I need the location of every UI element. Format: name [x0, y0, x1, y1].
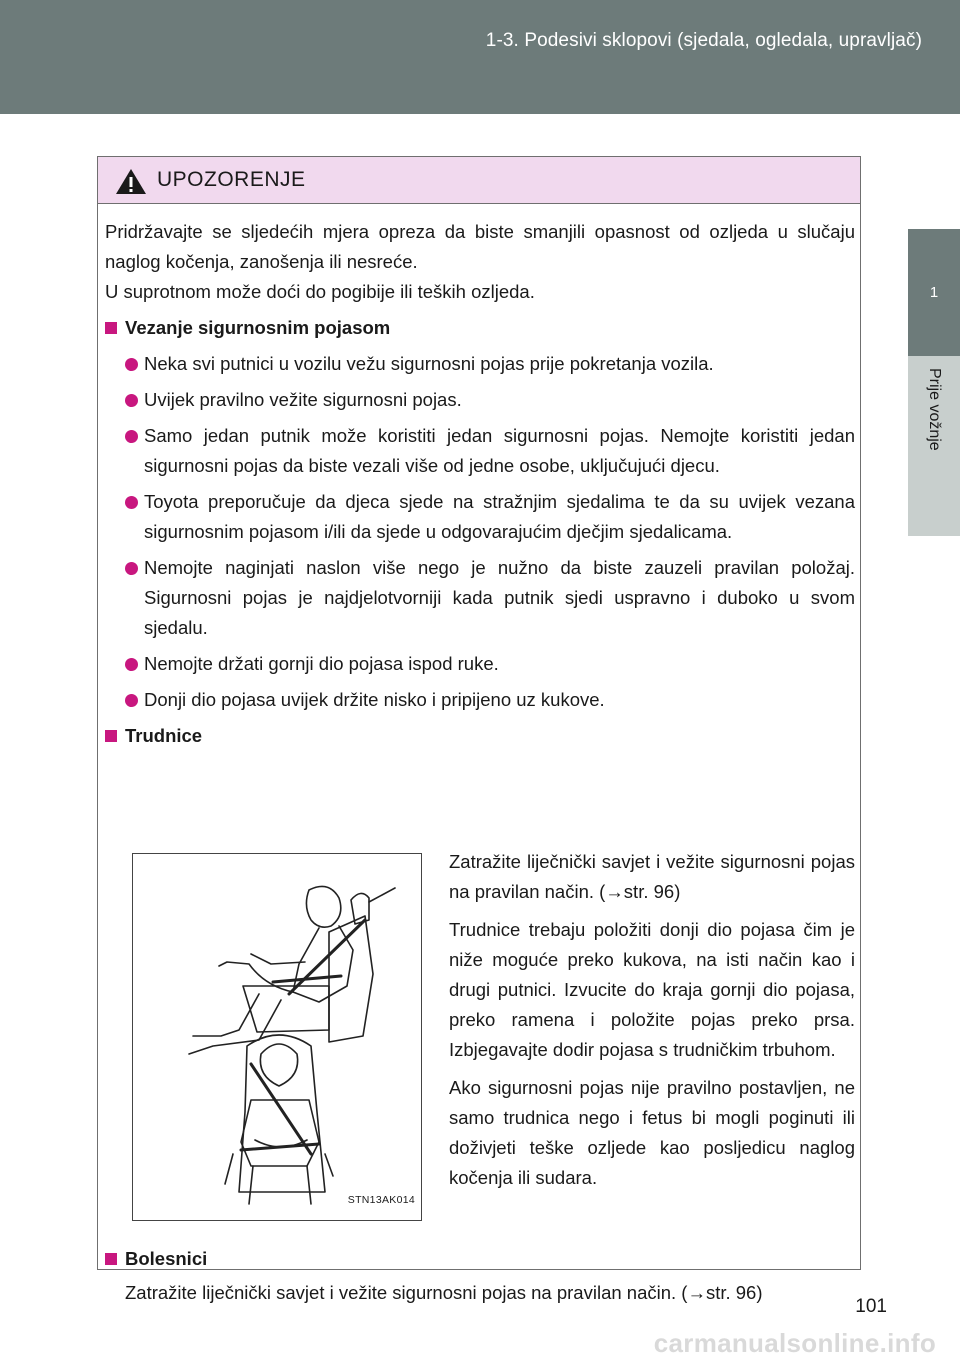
- list-item: [105, 487, 855, 547]
- section-heading: [105, 721, 855, 751]
- pregnant-woman-seatbelt-illustration: [133, 854, 421, 1220]
- bolesnici-text: Zatražite liječnički savjet i vežite sigurnosni pojas na pravilan način. (→str. 96): [125, 1282, 763, 1303]
- list-item-text: Toyota preporučuje da djeca sjede na stražnjim sjedalima te da su uvijek vezana sigurnosnim pojasom i/ili da sjede u odgovarajućim dječjim sjedalicama.: [144, 491, 855, 542]
- list-item: [105, 553, 855, 643]
- list-item-text: Samo jedan putnik može koristiti jedan sigurnosni pojas. Nemojte koristiti jedan sigurnosni pojas da biste vezali više od jedne osobe, uključujući djecu.: [144, 425, 855, 476]
- list-item: [105, 685, 855, 715]
- chapter-label-text: Prije vožnje: [926, 368, 943, 451]
- watermark: carmanualsonline.info: [653, 1328, 936, 1358]
- chapter-tab-label: [908, 356, 960, 536]
- bullet-icon: [125, 394, 138, 407]
- chapter-tab-number: 1: [908, 229, 960, 356]
- section-square-icon: [105, 730, 117, 742]
- figure-description: [449, 847, 855, 1201]
- bullet-icon: [125, 694, 138, 707]
- header-band: [0, 0, 960, 114]
- bullet-icon: [125, 562, 138, 575]
- seatbelt-illustration: [132, 853, 422, 1221]
- section-square-icon: [105, 1253, 117, 1265]
- section-heading: [105, 1244, 855, 1274]
- bullet-icon: [125, 358, 138, 371]
- pregnancy-paragraph: Ako sigurnosni pojas nije pravilno postavljen, ne samo trudnica nego i fetus bi mogli poginuti ili doživjeti teške ozljede kao posljedicu naglog kočenja ili sudara.: [449, 1077, 855, 1188]
- warning-intro: Pridržavajte se sljedećih mjera opreza da biste smanjili opasnost od ozljeda u slučaju naglog kočenja, zanošenja ili nesreće.: [105, 221, 855, 272]
- section-title-text: Vezanje sigurnosnim pojasom: [125, 317, 391, 338]
- section-bolesnici: [105, 1238, 855, 1308]
- list-item-text: Uvijek pravilno vežite sigurnosni pojas.: [144, 389, 462, 410]
- warning-header: [98, 157, 860, 204]
- list-item-text: Nemojte držati gornji dio pojasa ispod ruke.: [144, 653, 499, 674]
- pregnancy-paragraph: Trudnice trebaju položiti donji dio pojasa čim je niže moguće preko kukova, na isti način kao i drugi putnici. Izvucite do kraja gornji dio pojasa, preko ramena i položite pojas preko prsa. Izbjegavajte dodir pojasa s trudničkim trbuhom.: [449, 919, 855, 1060]
- warning-content: [105, 217, 855, 1303]
- section-square-icon: [105, 322, 117, 334]
- section-title-text: Bolesnici: [125, 1248, 208, 1269]
- list-item: [105, 385, 855, 415]
- list-item-text: Donji dio pojasa uvijek držite nisko i pripijeno uz kukove.: [144, 689, 605, 710]
- warning-intro-2: U suprotnom može doći do pogibije ili teških ozljeda.: [105, 281, 535, 302]
- list-item: [105, 349, 855, 379]
- section-heading: [105, 313, 855, 343]
- list-item: [105, 421, 855, 481]
- list-item-text: Nemojte naginjati naslon više nego je nužno da biste zauzeli pravilan položaj. Sigurnosni pojas je najdjelotvorniji kada putnik sjedi uspravno i duboko u svom sjedalu.: [144, 557, 855, 638]
- bullet-icon: [125, 496, 138, 509]
- list-item: [105, 649, 855, 679]
- list-item-text: Neka svi putnici u vozilu vežu sigurnosni pojas prije pokretanja vozila.: [144, 353, 714, 374]
- section-title-text: Trudnice: [125, 725, 203, 746]
- bullet-icon: [125, 430, 138, 443]
- warning-title: UPOZORENJE: [157, 168, 306, 191]
- figure-code: STN13AK014: [347, 1194, 415, 1206]
- section-title: 1-3. Podesivi sklopovi (sjedala, ogledala, upravljač): [485, 30, 922, 51]
- bullet-icon: [125, 658, 138, 671]
- pregnancy-paragraph: Zatražite liječnički savjet i vežite sigurnosni pojas na pravilan način. (→str. 96): [449, 851, 855, 902]
- warning-box: [97, 156, 861, 1303]
- warning-triangle-icon: [115, 168, 147, 195]
- page-number: 101: [855, 1296, 887, 1317]
